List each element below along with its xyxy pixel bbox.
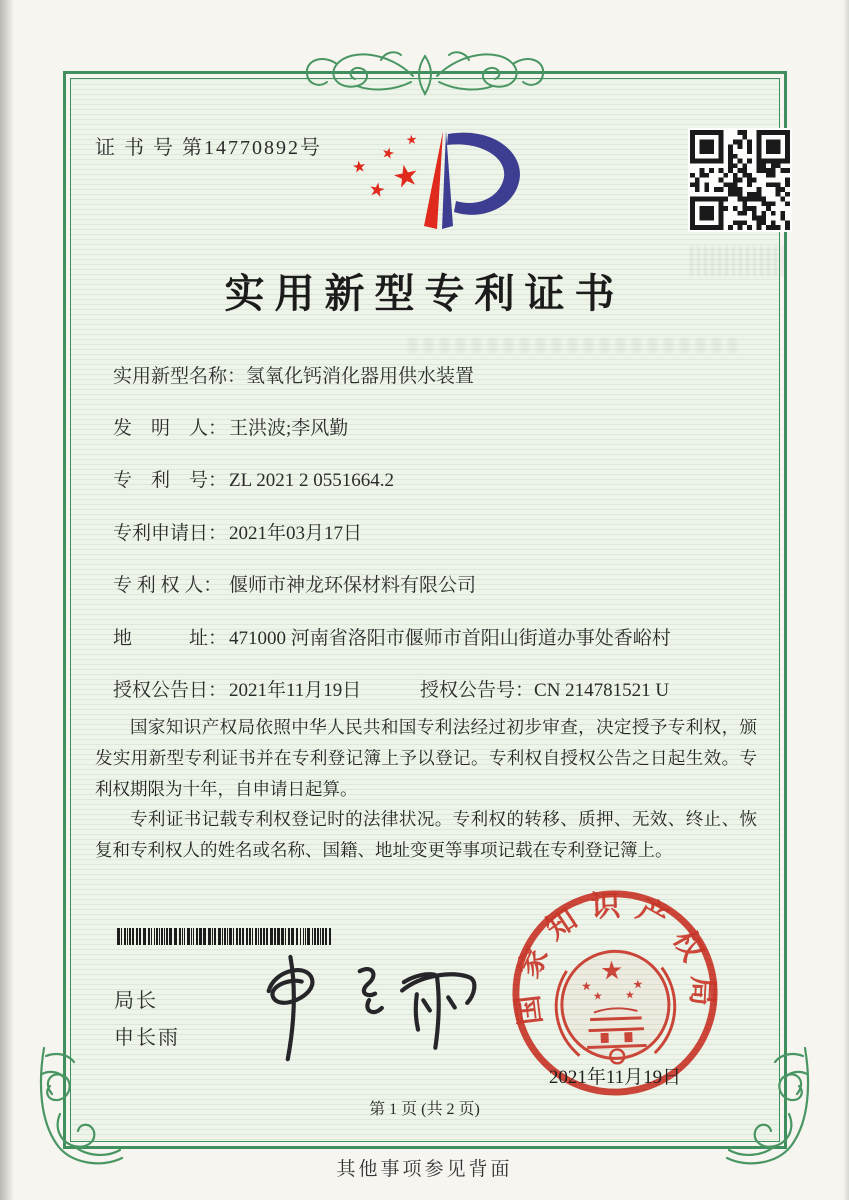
corner-ornament-left-icon bbox=[30, 1044, 135, 1172]
field-row-patentee bbox=[113, 570, 476, 597]
director-name: 申长雨 bbox=[114, 1027, 180, 1049]
svg-text:★: ★ bbox=[405, 132, 419, 149]
field-row-grant-date bbox=[113, 675, 361, 702]
field-value: 氢氧化钙消化器用供水装置 bbox=[246, 366, 475, 387]
field-label: 授权公告号： bbox=[420, 680, 535, 701]
top-flourish-icon bbox=[285, 38, 565, 104]
svg-text:★ ★ ★: ★ ★ ★ ★ ★ bbox=[580, 955, 644, 1003]
field-label: 发 明 人： bbox=[113, 418, 228, 439]
seal-date: 2021年11月19日 bbox=[548, 1067, 682, 1088]
field-value: 2021年11月19日 bbox=[229, 680, 362, 701]
field-value: 471000 河南省洛阳市偃师市首阳山街道办事处香峪村 bbox=[229, 628, 671, 649]
field-value: 偃师市神龙环保材料有限公司 bbox=[229, 575, 477, 596]
field-value: 2021年03月17日 bbox=[229, 523, 363, 544]
field-label: 实用新型名称： bbox=[113, 366, 247, 387]
field-row-filing-date bbox=[113, 518, 362, 545]
field-label: 专 利 权 人： bbox=[113, 575, 223, 596]
director-signature-icon bbox=[236, 944, 490, 1068]
barcode-icon bbox=[117, 928, 332, 945]
field-label: 授权公告日： bbox=[113, 680, 228, 701]
certificate-number: 证 书 号 第14770892号 bbox=[95, 137, 322, 159]
field-label: 地 址： bbox=[113, 628, 228, 649]
scan-bleed-artifact bbox=[408, 338, 738, 353]
back-note: 其他事项参见背面 bbox=[336, 1159, 513, 1180]
corner-ornament-right-icon bbox=[714, 1044, 819, 1172]
field-value: CN 214781521 U bbox=[534, 680, 670, 701]
field-row-inventor bbox=[113, 413, 348, 440]
certificate-title: 实用新型专利证书 bbox=[224, 271, 625, 316]
svg-text:★: ★ bbox=[379, 142, 397, 164]
svg-text:★: ★ bbox=[350, 156, 368, 177]
field-value: ZL 2021 2 0551664.2 bbox=[229, 470, 395, 491]
field-row-utility-model-name bbox=[113, 361, 474, 388]
field-label: 专 利 号： bbox=[113, 470, 228, 491]
director-title: 局长 bbox=[114, 990, 158, 1012]
cnipa-logo-icon bbox=[342, 116, 542, 251]
seal-authority-text: 国家知识产权局 bbox=[510, 890, 719, 1027]
field-label: 专利申请日： bbox=[113, 523, 228, 544]
qr-code-icon bbox=[688, 128, 792, 232]
legal-paragraph-1: 国家知识产权局依照中华人民共和国专利法经过初步审查，决定授予专利权，颁发实用新型专利证书并在专利登记簿上予以登记。专利权自授权公告之日起生效。专利权期限为十年，自申请日起算。 bbox=[95, 717, 757, 799]
field-row-patent-number bbox=[113, 465, 394, 492]
legal-paragraph-2: 专利证书记载专利权登记时的法律状况。专利权的转移、质押、无效、终止、恢复和专利权人的姓名或名称、国籍、地址变更等事项记载在专利登记簿上。 bbox=[95, 809, 757, 861]
legal-text-block bbox=[95, 712, 757, 866]
field-value: 王洪波;李风勤 bbox=[229, 418, 349, 439]
svg-text:★: ★ bbox=[389, 156, 423, 197]
field-row-address bbox=[113, 623, 671, 650]
svg-text:★: ★ bbox=[366, 177, 388, 203]
page-number: 第 1 页 (共 2 页) bbox=[369, 1101, 480, 1118]
field-row-grant-number bbox=[420, 675, 669, 702]
